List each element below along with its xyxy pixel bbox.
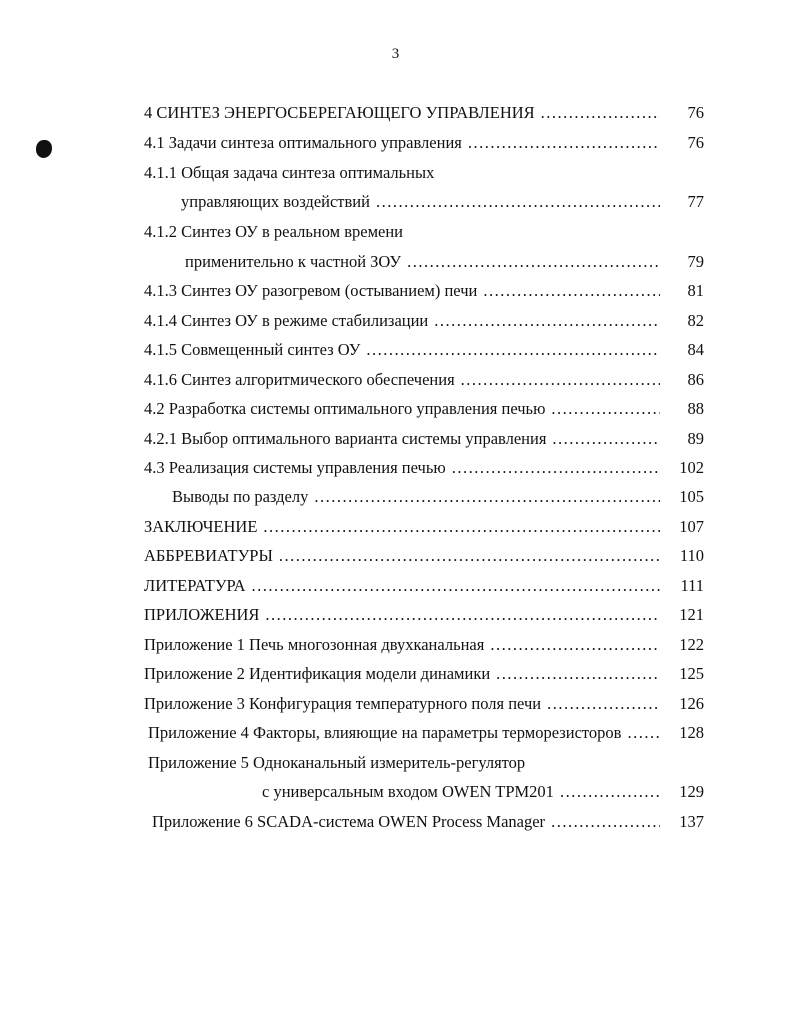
dot-leader [252, 575, 660, 597]
toc-title: управляющих воздействий [181, 192, 370, 211]
toc-entry [144, 132, 660, 154]
toc-page: 76 [687, 103, 704, 122]
toc-title: Приложение 4 Факторы, влияющие на параметры терморезисторов [148, 723, 622, 742]
dot-leader [376, 191, 660, 213]
dot-leader [552, 428, 660, 450]
dot-leader [496, 663, 660, 685]
toc-page: 84 [687, 340, 704, 359]
toc-title: Приложение 6 SCADA-система OWEN Process Manager [152, 812, 546, 831]
toc-page: 137 [679, 812, 704, 831]
dot-leader [366, 339, 660, 361]
dot-leader [483, 280, 660, 302]
toc-entry [144, 457, 660, 479]
dot-leader [560, 781, 660, 803]
dot-leader [461, 369, 660, 391]
toc-page: 77 [687, 192, 704, 211]
toc-title: 4.3 Реализация системы управления печью [144, 458, 446, 477]
dot-leader [551, 811, 660, 833]
toc-title: 4.1.2 Синтез ОУ в реальном времени [144, 222, 404, 241]
toc-entry [262, 781, 660, 803]
toc-entry [172, 486, 660, 508]
ink-blot [36, 140, 52, 158]
dot-leader [279, 545, 660, 567]
dot-leader [627, 722, 660, 744]
toc-title: Выводы по разделу [172, 487, 309, 506]
toc-entry [185, 251, 660, 273]
toc-entry [144, 634, 660, 656]
toc-entry [144, 693, 660, 715]
dot-leader [265, 604, 660, 626]
toc-title: 4 СИНТЕЗ ЭНЕРГОСБЕРЕГАЮЩЕГО УПРАВЛЕНИЯ [144, 103, 535, 122]
toc-title: 4.1.1 Общая задача синтеза оптимальных [144, 163, 435, 182]
toc-page: 122 [679, 635, 704, 654]
toc-entry [152, 811, 660, 833]
toc-title: 4.1.4 Синтез ОУ в режиме стабилизации [144, 311, 429, 330]
toc-page: 86 [687, 370, 704, 389]
toc-page: 81 [687, 281, 704, 300]
toc-entry [148, 722, 660, 744]
toc-title: 4.1.3 Синтез ОУ разогревом (остыванием) печи [144, 281, 478, 300]
toc-title: 4.2 Разработка системы оптимального управления печью [144, 399, 546, 418]
toc-entry [148, 752, 660, 774]
dot-leader [434, 310, 660, 332]
toc-page: 110 [679, 546, 704, 565]
toc-title: Приложение 5 Одноканальный измеритель-регулятор [148, 753, 526, 772]
toc-entry [144, 428, 660, 450]
toc-title: применительно к частной ЗОУ [185, 252, 402, 271]
toc-entry [144, 280, 660, 302]
toc-page: 102 [679, 458, 704, 477]
toc-title: 4.1.5 Совмещенный синтез ОУ [144, 340, 361, 359]
toc-entry [144, 102, 660, 124]
toc-page: 129 [679, 782, 704, 801]
toc-title: Приложение 3 Конфигурация температурного поля печи [144, 694, 542, 713]
toc-entry [144, 339, 660, 361]
toc-page: 125 [679, 664, 704, 683]
toc-page: 105 [679, 487, 704, 506]
toc-page: 79 [687, 252, 704, 271]
toc-entry [144, 604, 660, 626]
toc-page: 128 [679, 723, 704, 742]
toc-page: 88 [687, 399, 704, 418]
toc-title: 4.1.6 Синтез алгоритмического обеспечения [144, 370, 455, 389]
toc-entry [144, 398, 660, 420]
toc-title: Приложение 2 Идентификация модели динамики [144, 664, 491, 683]
toc-page: 89 [687, 429, 704, 448]
toc-entry [144, 575, 660, 597]
toc-page: 126 [679, 694, 704, 713]
dot-leader [541, 102, 660, 124]
toc-title: 4.1 Задачи синтеза оптимального управления [144, 133, 462, 152]
dot-leader [490, 634, 660, 656]
toc-page: 111 [680, 576, 704, 595]
toc-title: АББРЕВИАТУРЫ [144, 546, 273, 565]
page-number: 3 [391, 46, 400, 62]
toc-page: 121 [679, 605, 704, 624]
dot-leader [547, 693, 660, 715]
dot-leader [468, 132, 660, 154]
toc-entry [144, 545, 660, 567]
toc-title: 4.2.1 Выбор оптимального варианта системы управления [144, 429, 547, 448]
dot-leader [407, 251, 660, 273]
toc-title: ЛИТЕРАТУРА [144, 576, 246, 595]
toc-page: 82 [687, 311, 704, 330]
toc-entry [144, 369, 660, 391]
toc-entry [181, 191, 660, 213]
toc-entry [144, 663, 660, 685]
dot-leader [263, 516, 660, 538]
toc-title: с универсальным входом OWEN TPM201 [262, 782, 554, 801]
toc-title: Приложение 1 Печь многозонная двухканальная [144, 635, 485, 654]
toc-title: ЗАКЛЮЧЕНИЕ [144, 517, 258, 536]
toc-page: 76 [687, 133, 704, 152]
toc-page: 107 [679, 517, 704, 536]
toc-entry [144, 310, 660, 332]
dot-leader [452, 457, 660, 479]
dot-leader [551, 398, 660, 420]
toc-entry [144, 516, 660, 538]
dot-leader [314, 486, 660, 508]
toc-entry [144, 162, 660, 184]
toc-entry [144, 221, 660, 243]
toc-title: ПРИЛОЖЕНИЯ [144, 605, 260, 624]
